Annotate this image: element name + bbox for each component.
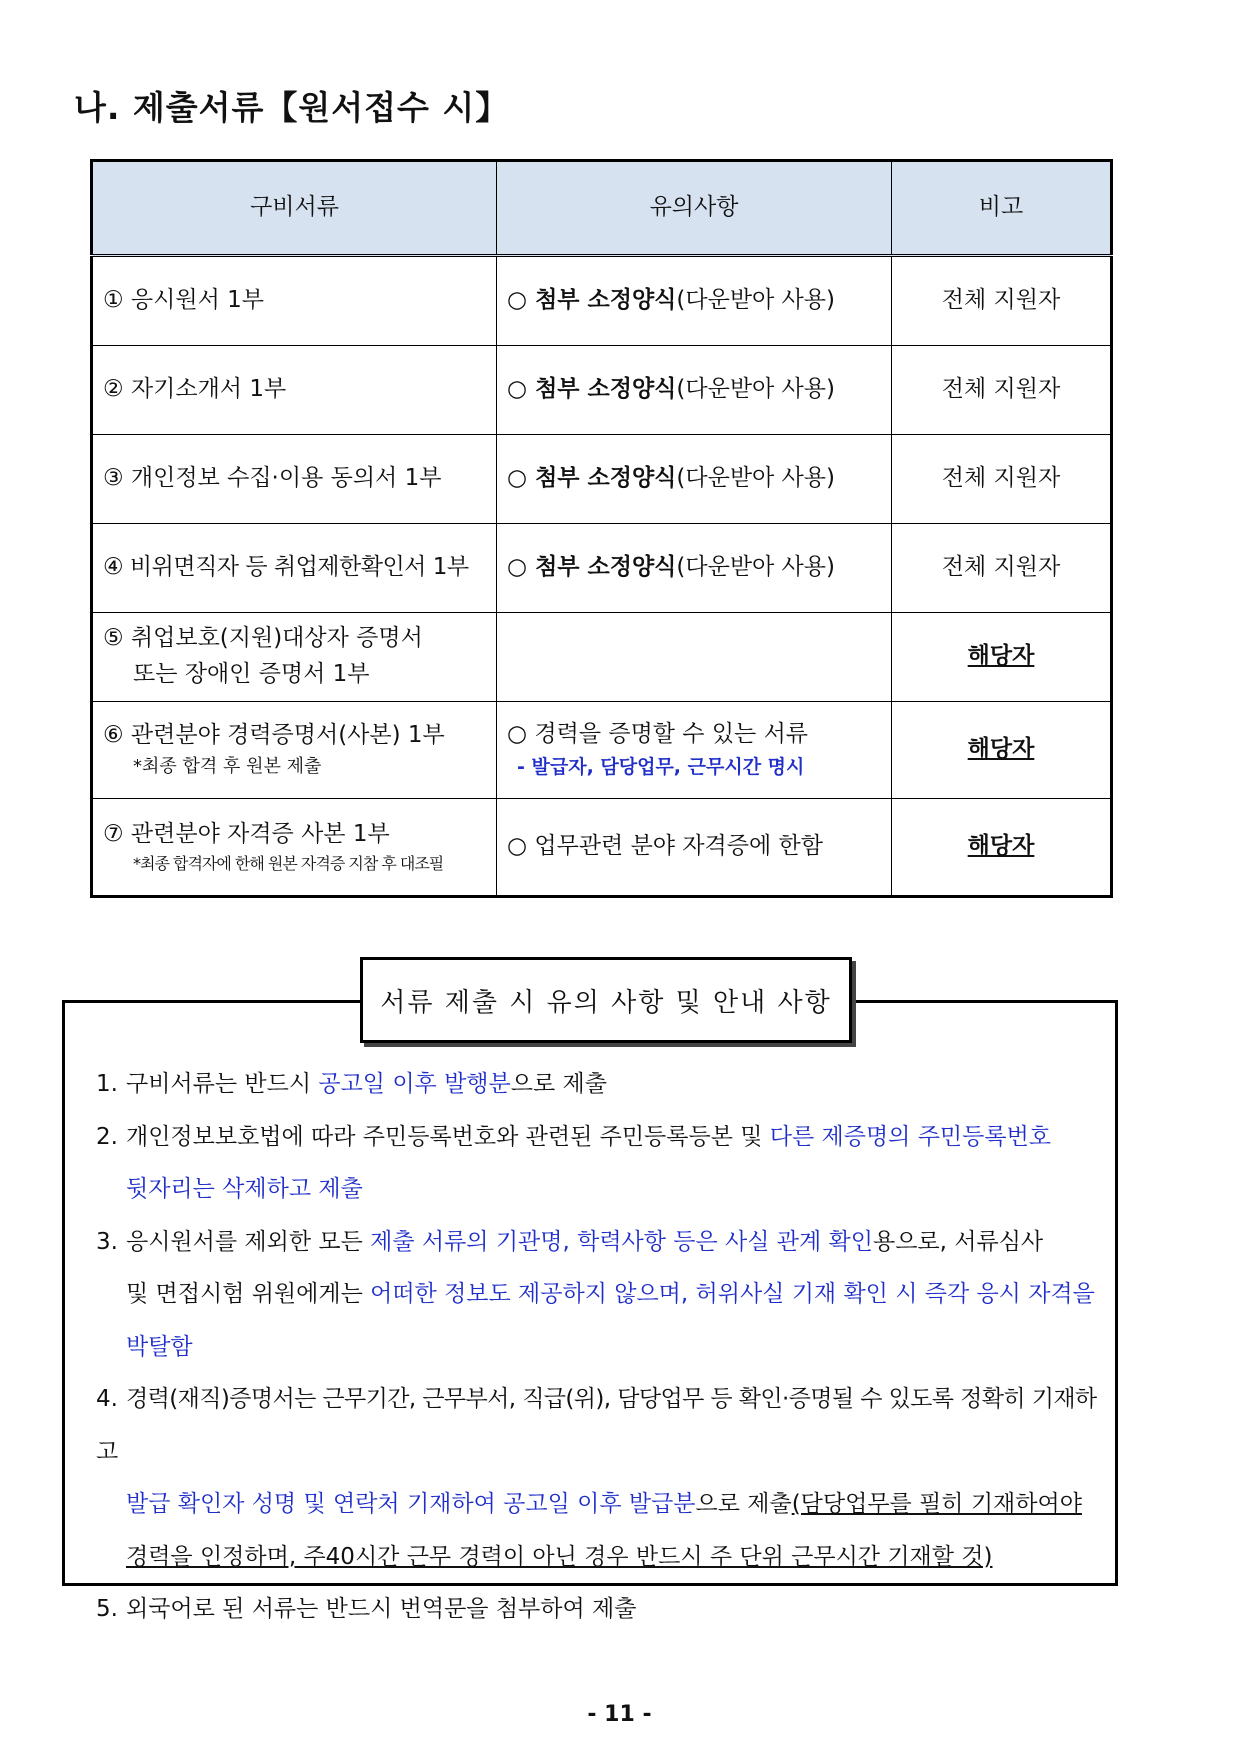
note-cell: ○ 업무관련 분야 자격증에 한함 — [497, 799, 892, 897]
note-subtext: - 발급자, 담당업무, 근무시간 명시 — [517, 756, 805, 779]
item-text: 용으로, 서류심사 — [872, 1228, 1044, 1255]
item-highlight: 다른 제증명의 주민등록번호 — [769, 1123, 1052, 1150]
item-text: 구비서류는 반드시 — [126, 1071, 319, 1097]
item-number: 2. — [96, 1123, 118, 1150]
note-text: ○ 경력을 증명할 수 있는 서류 — [507, 721, 809, 748]
item-underlined: (담당업무를 필히 기재하여야 — [791, 1491, 1082, 1517]
note-cell-empty — [497, 613, 892, 702]
header-notes: 유의사항 — [497, 161, 892, 256]
table-row — [92, 799, 1112, 897]
note-bold: ○ 첨부 소정양식 — [507, 465, 677, 492]
remark-text: 해당자 — [967, 643, 1035, 670]
table-row — [92, 435, 1112, 524]
item-highlight: 뒷자리는 삭제하고 제출 — [126, 1176, 363, 1202]
remark-cell: 전체 지원자 — [892, 435, 1112, 524]
doc-line-1: ⑤ 취업보호(지원)대상자 증명서 — [103, 625, 423, 652]
note-bold: ○ 첨부 소정양식 — [507, 554, 677, 581]
item-continuation — [126, 1478, 1110, 1531]
doc-line-2: 또는 장애인 증명서 1부 — [133, 661, 370, 687]
item-text: 개인정보보호법에 따라 주민등록번호와 관련된 주민등록등본 및 — [126, 1123, 770, 1150]
item-highlight: 발급 확인자 성명 및 연락처 기재하여 공고일 이후 발급분 — [126, 1491, 696, 1517]
remark-cell: 전체 지원자 — [892, 256, 1112, 346]
note-rest: (다운받아 사용) — [676, 465, 835, 492]
note-cell — [497, 435, 892, 524]
item-underlined: 경력을 인정하며, 주40시간 근무 경력이 아닌 경우 반드시 주 단위 근무시간 기재할 것) — [126, 1543, 993, 1570]
remark-text: 해당자 — [967, 833, 1035, 860]
list-item — [96, 1111, 1110, 1216]
list-item — [96, 1373, 1110, 1583]
remark-text: 해당자 — [967, 736, 1035, 763]
header-documents: 구비서류 — [92, 161, 497, 256]
item-text: 으로 제출 — [695, 1491, 792, 1517]
note-cell — [497, 346, 892, 435]
doc-cell: ① 응시원서 1부 — [92, 256, 497, 346]
note-bold: ○ 첨부 소정양식 — [507, 376, 677, 403]
item-text: 응시원서를 제외한 모든 — [126, 1228, 371, 1255]
table-header-row — [92, 161, 1112, 256]
list-item — [96, 1216, 1110, 1374]
remark-cell — [892, 799, 1112, 897]
item-highlight: 어떠한 정보도 제공하지 않으며, 허위사실 기재 확인 시 즉각 응시 자격을 — [370, 1281, 1095, 1307]
header-remarks: 비고 — [892, 161, 1112, 256]
list-item — [96, 1583, 1110, 1636]
remark-cell — [892, 702, 1112, 799]
doc-cell: ② 자기소개서 1부 — [92, 346, 497, 435]
item-highlight: 제출 서류의 기관명, 학력사항 등은 사실 관계 확인 — [370, 1228, 873, 1255]
table-row — [92, 524, 1112, 613]
item-text: 및 면접시험 위원에게는 — [126, 1281, 371, 1307]
item-number: 1. — [96, 1071, 118, 1097]
note-cell — [497, 256, 892, 346]
note-cell — [497, 702, 892, 799]
notice-list — [96, 1058, 1110, 1636]
doc-cell: ④ 비위면직자 등 취업제한확인서 1부 — [92, 524, 497, 613]
table-row — [92, 346, 1112, 435]
doc-cell — [92, 799, 497, 897]
doc-cell — [92, 613, 497, 702]
item-number: 5. — [96, 1596, 118, 1622]
item-continuation — [126, 1268, 1110, 1321]
notice-title: 서류 제출 시 유의 사항 및 안내 사항 — [360, 957, 852, 1043]
doc-cell: ③ 개인정보 수집·이용 동의서 1부 — [92, 435, 497, 524]
doc-line-1: ⑥ 관련분야 경력증명서(사본) 1부 — [103, 721, 445, 748]
doc-line-1: ⑦ 관련분야 자격증 사본 1부 — [103, 820, 390, 847]
list-item — [96, 1058, 1110, 1111]
item-highlight: 공고일 이후 발행분 — [318, 1071, 511, 1097]
item-text: 경력(재직)증명서는 근무기간, 근무부서, 직급(위), 담당업무 등 확인·증명될 수 있도록 정확히 기재하고 — [96, 1386, 1097, 1465]
doc-subnote: *최종 합격 후 원본 제출 — [133, 756, 322, 778]
doc-cell — [92, 702, 497, 799]
item-text: 으로 제출 — [510, 1071, 607, 1097]
remark-cell — [892, 613, 1112, 702]
note-rest: (다운받아 사용) — [676, 376, 835, 403]
section-title: 나. 제출서류【원서접수 시】 — [74, 88, 510, 127]
note-bold: ○ 첨부 소정양식 — [507, 287, 677, 314]
page-number: - 11 - — [587, 1702, 652, 1727]
table-row — [92, 702, 1112, 799]
item-text: 외국어로 된 서류는 반드시 번역문을 첨부하여 제출 — [126, 1596, 637, 1622]
doc-subnote: *최종 합격자에 한해 원본 자격증 지참 후 대조필 — [133, 854, 444, 874]
note-rest: (다운받아 사용) — [676, 287, 835, 314]
item-highlight: 박탈함 — [126, 1333, 193, 1360]
table-row — [92, 613, 1112, 702]
table-row — [92, 256, 1112, 346]
documents-table — [90, 159, 1113, 898]
note-rest: (다운받아 사용) — [676, 554, 835, 581]
item-number: 4. — [96, 1386, 118, 1412]
note-cell — [497, 524, 892, 613]
remark-cell: 전체 지원자 — [892, 346, 1112, 435]
remark-cell: 전체 지원자 — [892, 524, 1112, 613]
item-number: 3. — [96, 1228, 118, 1255]
